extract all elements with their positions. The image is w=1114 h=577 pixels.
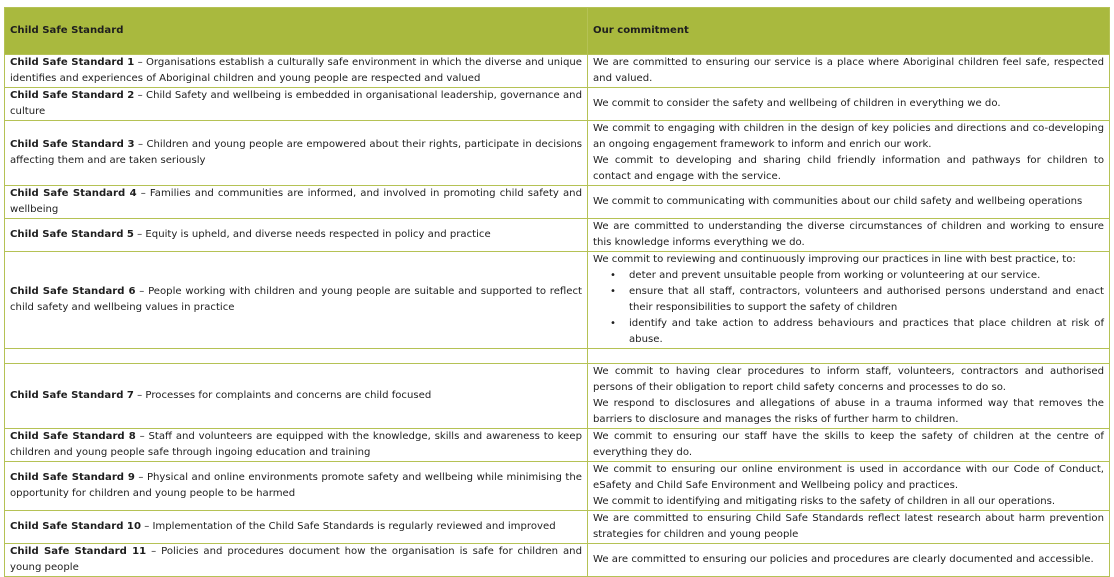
- empty-row: [5, 349, 1110, 364]
- standard-description: – Physical and online environments promote safety and wellbeing while minimising the opportunity for children and young people to be harmed: [10, 472, 582, 499]
- commitment-bullet-list: [593, 268, 1104, 348]
- commitment-cell: [588, 462, 1110, 511]
- standard-label: Child Safe Standard 5: [10, 229, 134, 240]
- standard-label: Child Safe Standard 9: [10, 472, 135, 483]
- commitment-text: We commit to having clear procedures to inform staff, volunteers, contractors and authorised persons of their obligation to report child safety concerns and processes to do so.: [593, 366, 1104, 393]
- standard-label: Child Safe Standard 7: [10, 390, 134, 401]
- child-safe-standards-table: [4, 7, 1110, 577]
- standard-description: – Policies and procedures document how the organisation is safe for children and young people: [10, 546, 582, 573]
- commitment-cell: [588, 121, 1110, 186]
- commitment-text: We commit to ensuring our online environment is used in accordance with our Code of Conduct, eSafety and Child Safe Environment and Wellbeing policy and practices.: [593, 464, 1104, 491]
- standard-description: – Families and communities are informed, and involved in promoting child safety and wellbeing: [10, 188, 582, 215]
- standard-label: Child Safe Standard 2: [10, 90, 135, 101]
- commitment-text: We are committed to ensuring our service is a place where Aboriginal children feel safe, respected and valued.: [593, 57, 1104, 84]
- standard-label: Child Safe Standard 4: [10, 188, 137, 199]
- standard-cell: [5, 252, 588, 349]
- commitment-text: We are committed to ensuring Child Safe Standards reflect latest research about harm prevention strategies for children and young people: [593, 513, 1104, 540]
- list-item: • ensure that all staff, contractors, volunteers and authorised persons understand and enact their responsibilities to support the safety of children: [629, 284, 1104, 316]
- standard-label: Child Safe Standard 6: [10, 286, 136, 297]
- commitment-cell: [588, 511, 1110, 544]
- commitment-cell: [588, 186, 1110, 219]
- standard-description: – Processes for complaints and concerns are child focused: [133, 390, 432, 401]
- commitment-cell: [588, 252, 1110, 349]
- standard-description: – Child Safety and wellbeing is embedded in organisational leadership, governance and culture: [10, 90, 582, 117]
- standard-cell: [5, 429, 588, 462]
- standard-label: Child Safe Standard 3: [10, 139, 135, 150]
- table-row: [5, 429, 1110, 462]
- table-row: [5, 88, 1110, 121]
- commitment-text: We commit to identifying and mitigating risks to the safety of children in all our operations.: [593, 496, 1056, 507]
- standard-cell: [5, 219, 588, 252]
- table-header-row: [5, 8, 1110, 55]
- standard-description: – Equity is upheld, and diverse needs respected in policy and practice: [133, 229, 491, 240]
- standard-cell: [5, 186, 588, 219]
- commitment-cell: [588, 55, 1110, 88]
- commitment-cell: [588, 364, 1110, 429]
- table-row: [5, 55, 1110, 88]
- header-standard: Child Safe Standard: [5, 8, 588, 55]
- standard-cell: [5, 511, 588, 544]
- commitment-text: We respond to disclosures and allegations of abuse in a trauma informed way that removes the barriers to disclosure and manages the risks of further harm to children.: [593, 398, 1104, 425]
- table-row: [5, 186, 1110, 219]
- commitment-text: We commit to ensuring our staff have the skills to keep the safety of children at the centre of everything they do.: [593, 431, 1104, 458]
- empty-cell: [588, 349, 1110, 364]
- standard-cell: [5, 462, 588, 511]
- table-row: [5, 511, 1110, 544]
- standard-cell: [5, 544, 588, 577]
- table-row: [5, 121, 1110, 186]
- standard-label: Child Safe Standard 11: [10, 546, 147, 557]
- list-item: • deter and prevent unsuitable people from working or volunteering at our service.: [629, 268, 1104, 284]
- standard-description: – Children and young people are empowered about their rights, participate in decisions affecting them and are taken seriously: [10, 139, 582, 166]
- standard-description: – Staff and volunteers are equipped with the knowledge, skills and awareness to keep children and young people safe through ingoing education and training: [10, 431, 582, 458]
- standard-label: Child Safe Standard 1: [10, 57, 135, 68]
- standard-label: Child Safe Standard 10: [10, 521, 141, 532]
- commitment-text: We commit to communicating with communities about our child safety and wellbeing operations: [593, 196, 1083, 207]
- standard-description: – People working with children and young people are suitable and supported to reflect child safety and wellbeing values in practice: [10, 286, 582, 313]
- standard-description: – Organisations establish a culturally safe environment in which the diverse and unique identifies and experiences of Aboriginal children and young people are respected and valued: [10, 57, 582, 84]
- commitment-text: We commit to developing and sharing child friendly information and pathways for children to contact and engage with the service.: [593, 155, 1104, 182]
- table-row: [5, 364, 1110, 429]
- commitment-cell: [588, 544, 1110, 577]
- table-row: [5, 219, 1110, 252]
- list-item: • identify and take action to address behaviours and practices that place children at risk of abuse.: [629, 316, 1104, 348]
- commitment-text: We are committed to understanding the diverse circumstances of children and working to ensure this knowledge informs everything we do.: [593, 221, 1104, 248]
- standard-label: Child Safe Standard 8: [10, 431, 136, 442]
- commitment-cell: [588, 88, 1110, 121]
- header-commitment: Our commitment: [588, 8, 1110, 55]
- standard-cell: [5, 88, 588, 121]
- table-row: [5, 462, 1110, 511]
- commitment-text: We commit to engaging with children in the design of key policies and directions and co-developing an ongoing engagement framework to inform and enrich our work.: [593, 123, 1104, 150]
- standard-cell: [5, 55, 588, 88]
- commitment-text: We are committed to ensuring our policies and procedures are clearly documented and accessible.: [593, 554, 1094, 565]
- commitment-text: We commit to consider the safety and wellbeing of children in everything we do.: [593, 98, 1001, 109]
- table-row: [5, 252, 1110, 349]
- standard-cell: [5, 364, 588, 429]
- commitment-text: We commit to reviewing and continuously improving our practices in line with best practice, to:: [593, 254, 1076, 265]
- commitment-cell: [588, 429, 1110, 462]
- table-row: [5, 544, 1110, 577]
- standard-cell: [5, 121, 588, 186]
- standard-description: – Implementation of the Child Safe Standards is regularly reviewed and improved: [140, 521, 556, 532]
- empty-cell: [5, 349, 588, 364]
- commitment-cell: [588, 219, 1110, 252]
